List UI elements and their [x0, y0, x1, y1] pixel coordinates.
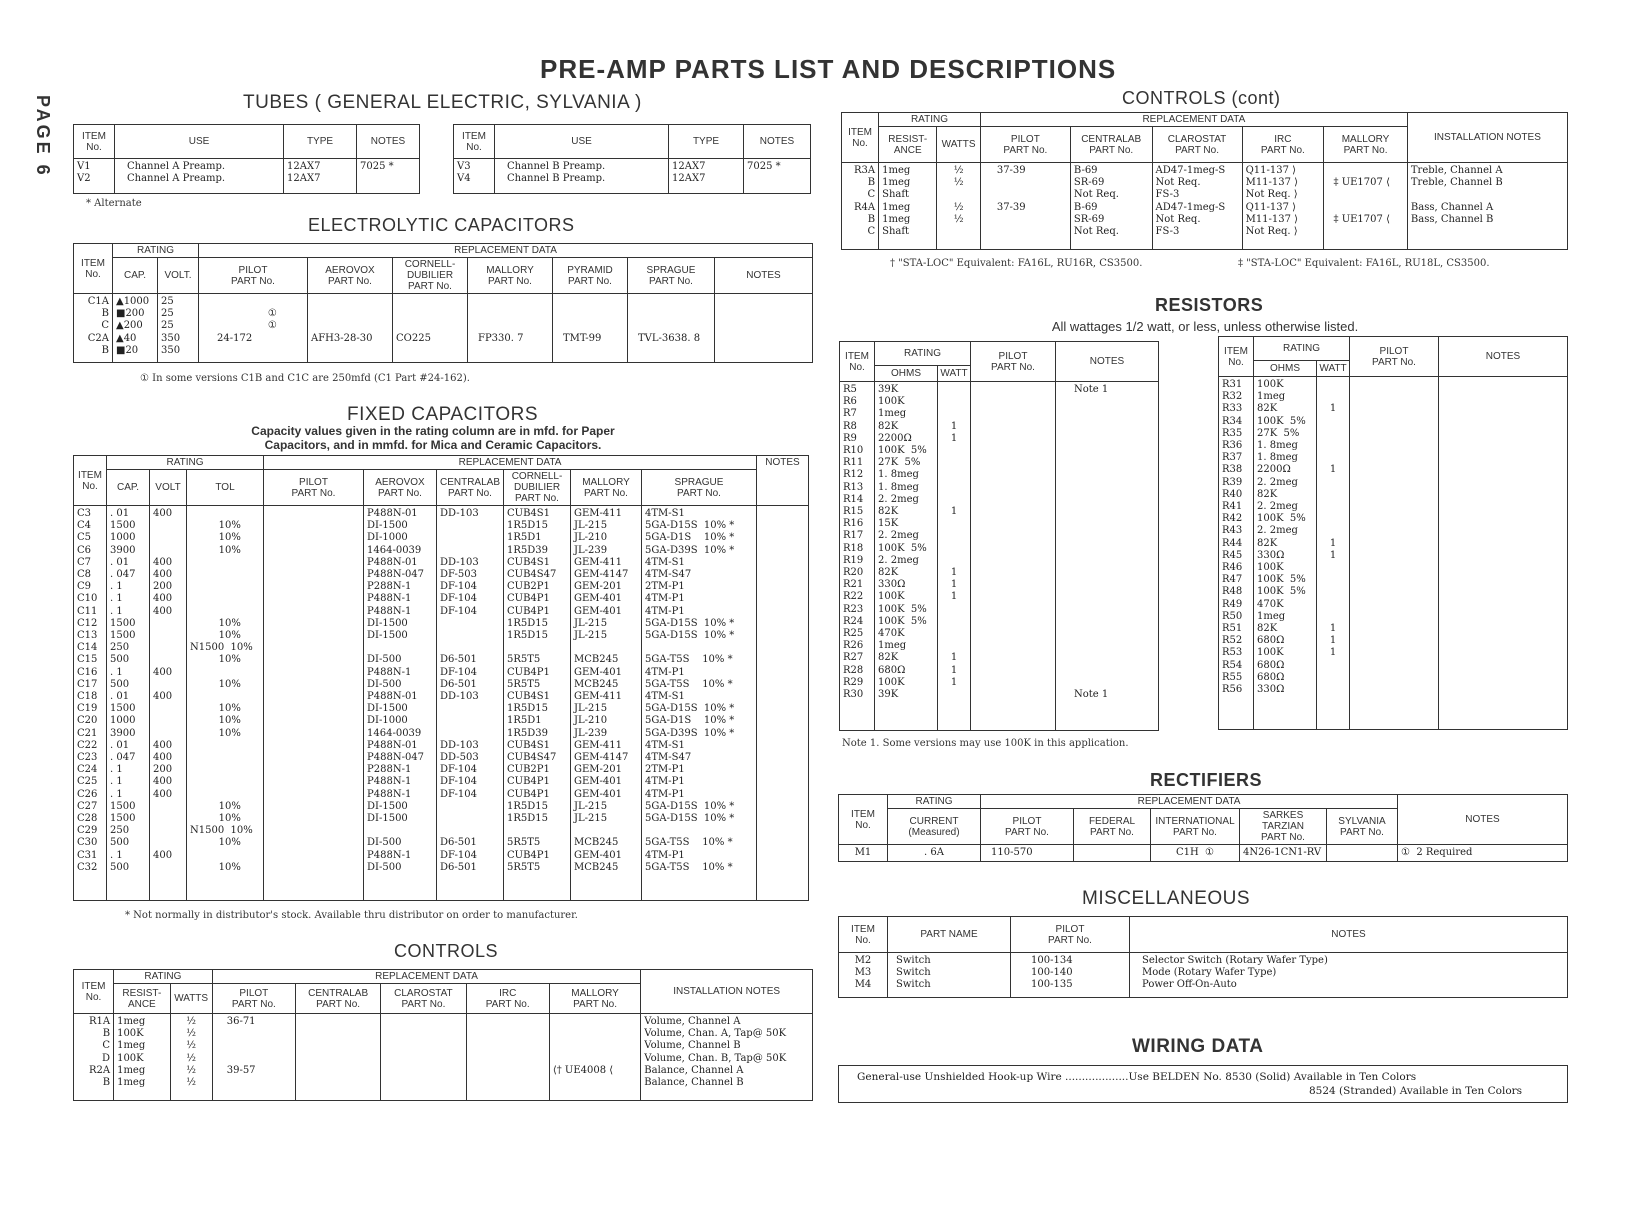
wiring-title: WIRING DATA — [1132, 1036, 1264, 1057]
tubes-notes: 7025 * — [744, 159, 811, 194]
col-sarkes: 4N26-1CN1-RV — [1240, 845, 1327, 862]
header-use: USE — [495, 125, 669, 159]
col-pilot — [1350, 377, 1439, 730]
header-ohms: OHMS — [1254, 361, 1317, 377]
header-mallory: MALLORY PART No. — [468, 258, 553, 294]
header-centralab: CENTRALAB PART No. — [295, 984, 380, 1014]
col-mallory: GEM-411 JL-215 JL-210 JL-239 GEM-411 GEM-4147 GEM-201 GEM-401 GEM-401 JL-215 JL-215 MCB245 GEM-401 MCB245 GEM-411 JL-215 JL-210 JL-239 GEM-411 GEM-4147 GEM-201 GEM-401 GEM-401 JL-215 JL-215 MCB245 GEM-401 MCB245 — [571, 506, 642, 901]
col-pilot: 37-39 37-39 — [980, 163, 1070, 250]
col-intl: C1H ① — [1151, 845, 1240, 862]
col-notes: Selector Switch (Rotary Wafer Type) Mode (Rotary Wafer Type) Power Off-On-Auto — [1130, 953, 1568, 998]
controls-cont-footnote-1: † "STA-LOC" Equivalent: FA16L, RU16R, CS3500. — [890, 258, 1143, 269]
header-install: INSTALLATION NOTES — [1407, 113, 1567, 163]
header-intl: INTERNATIONAL PART No. — [1151, 809, 1240, 845]
tubes-use: Channel A Preamp. Channel A Preamp. — [115, 159, 284, 194]
tubes-table-right — [453, 124, 811, 194]
electrolytic-title: ELECTROLYTIC CAPACITORS — [308, 215, 575, 235]
header-notes: NOTES — [1439, 337, 1568, 377]
controls-cont-footnote-2: ‡ "STA-LOC" Equivalent: FA16L, RU18L, CS3500. — [1238, 258, 1490, 269]
header-item: ITEM No. — [74, 456, 107, 506]
header-resist: RESIST- ANCE — [879, 127, 937, 163]
col-pilot — [264, 506, 364, 901]
col-notes: Note 1 Note 1 — [1056, 382, 1159, 731]
header-type: TYPE — [669, 125, 744, 159]
tubes-type: 12AX7 12AX7 — [669, 159, 744, 194]
col-federal — [1074, 845, 1151, 862]
col-irc — [466, 1014, 549, 1101]
header-rating: RATING — [114, 970, 213, 984]
main-title: PRE-AMP PARTS LIST AND DESCRIPTIONS — [540, 54, 1117, 84]
col-irc: Q11-137 ⟩ M11-137 ⟩ Not Req. ⟩ Q11-137 ⟩ M11-137 ⟩ Not Req. ⟩ — [1242, 163, 1324, 250]
header-rating: RATING — [875, 342, 971, 366]
col-watt: 1 1 1 1 1 1 1 1 1 — [938, 382, 971, 731]
header-sylvania: SYLVANIA PART No. — [1327, 809, 1398, 845]
header-type: TYPE — [284, 125, 357, 159]
header-item: ITEM No. — [839, 795, 888, 845]
tubes-title: TUBES ( GENERAL ELECTRIC, SYLVANIA ) — [243, 92, 642, 113]
col-centralab: DD-103 DD-103 DF-503 DF-104 DF-104 DF-104 D6-501 DF-104 D6-501 DD-103 DD-103 DD-503 DF-104 DF-104 DF-104 D6-501 DF-104 D6-501 — [437, 506, 504, 901]
header-notes: NOTES — [357, 125, 420, 159]
header-notes: NOTES — [757, 456, 809, 506]
header-replacement: REPLACEMENT DATA — [980, 113, 1407, 127]
col-cornell: CO225 — [393, 294, 468, 363]
header-notes: NOTES — [1056, 342, 1159, 382]
header-notes: NOTES — [1398, 795, 1568, 845]
header-current: CURRENT (Measured) — [888, 809, 981, 845]
header-ohms: OHMS — [875, 366, 938, 382]
resistors-table-right — [1218, 336, 1568, 730]
col-notes: ① 2 Required — [1398, 845, 1568, 862]
header-watt: WATT — [1317, 361, 1350, 377]
col-install: Volume, Channel A Volume, Chan. A, Tap@ 50K Volume, Channel B Volume, Chan. B, Tap@ 50K Balance, Channel A Balance, Channel B — [641, 1014, 813, 1101]
electrolytic-table — [73, 243, 813, 363]
col-item: R3A B C R4A B C — [842, 163, 879, 250]
controls-title: CONTROLS — [394, 941, 499, 961]
header-part: PART NAME — [888, 917, 1011, 953]
header-sprague: SPRAGUE PART No. — [642, 470, 757, 506]
col-notes — [715, 294, 813, 363]
header-tol: TOL — [187, 470, 264, 506]
col-mallory: FP330. 7 — [468, 294, 553, 363]
header-pilot: PILOT PART No. — [199, 258, 308, 294]
header-watts: WATTS — [170, 984, 212, 1014]
col-mallory: ‡ UE1707 ⟨ ‡ UE1707 ⟨ — [1324, 163, 1408, 250]
fixed-title: FIXED CAPACITORS — [347, 404, 538, 425]
header-cornell: CORNELL- DUBILIER PART No. — [393, 258, 468, 294]
electrolytic-footnote: ① In some versions C1B and C1C are 250mfd (C1 Part #24-162). — [140, 373, 470, 384]
header-centralab: CENTRALAB PART No. — [437, 470, 504, 506]
col-cap: ▲1000 ■200 ▲200 ▲40 ■20 — [113, 294, 158, 363]
fixed-table — [73, 455, 809, 901]
misc-title: MISCELLANEOUS — [1082, 888, 1251, 909]
header-pilot: PILOT PART No. — [212, 984, 295, 1014]
header-notes: NOTES — [715, 258, 813, 294]
header-federal: FEDERAL PART No. — [1074, 809, 1151, 845]
header-pilot: PILOT PART No. — [980, 127, 1070, 163]
header-clarostat: CLAROSTAT PART No. — [1152, 127, 1242, 163]
header-item: ITEM No. — [839, 917, 888, 953]
col-item: R5 R6 R7 R8 R9 R10 R11 R12 R13 R14 R15 R16 R17 R18 R19 R20 R21 R22 R23 R24 R25 R26 R27 R28 R29 R30 — [840, 382, 875, 731]
header-irc: IRC PART No. — [466, 984, 549, 1014]
header-notes: NOTES — [744, 125, 811, 159]
controls-table — [73, 969, 813, 1101]
col-resist: 1meg 100K 1meg 100K 1meg 1meg — [114, 1014, 171, 1101]
col-clarostat — [381, 1014, 466, 1101]
header-resist: RESIST- ANCE — [114, 984, 171, 1014]
col-pilot: 100-134 100-140 100-135 — [1011, 953, 1130, 998]
col-current: . 6A — [888, 845, 981, 862]
tubes-footnote: * Alternate — [86, 198, 142, 209]
header-aerovox: AEROVOX PART No. — [308, 258, 393, 294]
header-cap: CAP. — [113, 258, 158, 294]
header-pilot: PILOT PART No. — [981, 809, 1074, 845]
controls-cont-title: CONTROLS (cont) — [1122, 88, 1281, 108]
col-notes — [757, 506, 809, 901]
misc-table — [838, 916, 1568, 998]
col-pilot — [971, 382, 1056, 731]
header-mallory: MALLORY PART No. — [549, 984, 640, 1014]
header-pyramid: PYRAMID PART No. — [553, 258, 628, 294]
header-rating: RATING — [107, 456, 264, 470]
header-volt: VOLT — [150, 470, 187, 506]
tubes-item: V3 V4 — [454, 159, 495, 194]
header-item: ITEM No. — [74, 244, 113, 294]
col-pilot: ① ① 24-172 — [199, 294, 308, 363]
col-cornell: CUB4S1 1R5D15 1R5D1 1R5D39 CUB4S1 CUB4S47 CUB2P1 CUB4P1 CUB4P1 1R5D15 1R5D15 5R5T5 CUB4P1 5R5T5 CUB4S1 1R5D15 1R5D1 1R5D39 CUB4S1 CUB4S47 CUB2P1 CUB4P1 CUB4P1 1R5D15 1R5D15 5R5T5 CUB4P1 5R5T5 — [504, 506, 571, 901]
col-ohms: 100K 1meg 82K 100K 5% 27K 5% 1. 8meg 1. 8meg 2200Ω 2. 2meg 82K 2. 2meg 100K 5% 2. 2meg 82K 330Ω 100K 100K 5% 100K 5% 470K 1meg 82K 680Ω 100K 680Ω 680Ω 330Ω — [1254, 377, 1317, 730]
header-item: ITEM No. — [1219, 337, 1254, 377]
tubes-type: 12AX7 12AX7 — [284, 159, 357, 194]
fixed-subtitle: Capacity values given in the rating column are in mfd. for Paper Capacitors, and in mmfd. for Mica and Ceramic Capacitors. — [251, 424, 615, 452]
col-pilot: 36-71 39-57 — [212, 1014, 295, 1101]
col-volt: 25 25 25 350 350 — [158, 294, 199, 363]
resistors-subtitle: All wattages 1/2 watt, or less, unless otherwise listed. — [1051, 319, 1359, 334]
wiring-box — [838, 1065, 1568, 1103]
col-resist: 1meg 1meg Shaft 1meg 1meg Shaft — [879, 163, 937, 250]
header-install: INSTALLATION NOTES — [641, 970, 813, 1014]
rectifiers-table — [838, 794, 1568, 862]
header-mallory: MALLORY PART No. — [571, 470, 642, 506]
col-item: M1 — [839, 845, 888, 862]
header-use: USE — [115, 125, 284, 159]
header-rating: RATING — [879, 113, 981, 127]
header-item: ITEM No. — [842, 113, 879, 163]
header-replacement: REPLACEMENT DATA — [199, 244, 813, 258]
col-centralab: B-69 SR-69 Not Req. B-69 SR-69 Not Req. — [1070, 163, 1152, 250]
wiring-line-1: General-use Unshielded Hook-up Wire ...................Use BELDEN No. 8530 (Solid) Available in Ten Colors — [857, 1071, 1417, 1083]
col-sprague: 4TM-S1 5GA-D15S 10% * 5GA-D1S 10% * 5GA-D39S 10% * 4TM-S1 4TM-S47 2TM-P1 4TM-P1 4TM-P1 5GA-D15S 10% * 5GA-D15S 10% * 5GA-T5S 10% * 4TM-P1 5GA-T5S 10% * 4TM-S1 5GA-D15S 10% * 5GA-D1S 10% * 5GA-D39S 10% * 4TM-S1 4TM-S47 2TM-P1 4TM-P1 4TM-P1 5GA-D15S 10% * 5GA-D15S 10% * 5GA-T5S 10% * 4TM-P1 5GA-T5S 10% * — [642, 506, 757, 901]
page-label: PAGE 6 — [33, 95, 53, 178]
col-mallory: ⟨† UE4008 ⟨ — [549, 1014, 640, 1101]
col-aerovox: AFH3-28-30 — [308, 294, 393, 363]
header-rating: RATING — [113, 244, 199, 258]
col-volt: 400 400 400 200 400 400 400 400 400 400 200 400 400 400 — [150, 506, 187, 901]
col-sylvania — [1327, 845, 1398, 862]
col-part: Switch Switch Switch — [888, 953, 1011, 998]
col-item: C1A B C C2A B — [74, 294, 113, 363]
header-clarostat: CLAROSTAT PART No. — [381, 984, 466, 1014]
header-item: ITEM No. — [74, 970, 114, 1014]
header-mallory: MALLORY PART No. — [1324, 127, 1408, 163]
col-aerovox: P488N-01 DI-1500 DI-1000 1464-0039 P488N-01 P488N-047 P288N-1 P488N-1 P488N-1 DI-1500 DI-1500 DI-500 P488N-1 DI-500 P488N-01 DI-1500 DI-1000 1464-0039 P488N-01 P488N-047 P288N-1 P488N-1 P488N-1 DI-1500 DI-1500 DI-500 P488N-1 DI-500 — [364, 506, 437, 901]
tubes-item: V1 V2 — [74, 159, 115, 194]
resistors-title: RESISTORS — [1155, 295, 1264, 315]
header-sarkes: SARKES TARZIAN PART No. — [1240, 809, 1327, 845]
col-pilot: 110-570 — [981, 845, 1074, 862]
col-watt: 1 1 1 1 1 1 1 — [1317, 377, 1350, 730]
header-replacement: REPLACEMENT DATA — [264, 456, 757, 470]
resistors-footnote: Note 1. Some versions may use 100K in this application. — [842, 738, 1129, 749]
col-notes — [1439, 377, 1568, 730]
col-item: R1A B C D R2A B — [74, 1014, 114, 1101]
col-item: R31 R32 R33 R34 R35 R36 R37 R38 R39 R40 R41 R42 R43 R44 R45 R46 R47 R48 R49 R50 R51 R52 R53 R54 R55 R56 — [1219, 377, 1254, 730]
wiring-line-2: 8524 (Stranded) Available in Ten Colors — [1309, 1085, 1523, 1097]
header-pilot: PILOT PART No. — [971, 342, 1056, 382]
header-watt: WATT — [938, 366, 971, 382]
header-item: ITEM No. — [454, 125, 495, 159]
header-cap: CAP. — [107, 470, 150, 506]
controls-cont-table — [841, 112, 1568, 250]
col-watts: ½ ½ ½ ½ — [937, 163, 980, 250]
header-rating: RATING — [1254, 337, 1350, 361]
col-install: Treble, Channel A Treble, Channel B Bass, Channel A Bass, Channel B — [1407, 163, 1567, 250]
col-watts: ½ ½ ½ ½ ½ ½ — [170, 1014, 212, 1101]
col-sprague: TVL-3638. 8 — [628, 294, 715, 363]
header-pilot: PILOT PART No. — [1011, 917, 1130, 953]
header-volt: VOLT. — [158, 258, 199, 294]
fixed-footnote: * Not normally in distributor's stock. Available thru distributor on order to manufacturer. — [125, 910, 578, 921]
header-cornell: CORNELL- DUBILIER PART No. — [504, 470, 571, 506]
col-ohms: 39K 100K 1meg 82K 2200Ω 100K 5% 27K 5% 1. 8meg 1. 8meg 2. 2meg 82K 15K 2. 2meg 100K 5% 2. 2meg 82K 330Ω 100K 100K 5% 100K 5% 470K 1meg 82K 680Ω 100K 39K — [875, 382, 938, 731]
col-item: C3 C4 C5 C6 C7 C8 C9 C10 C11 C12 C13 C14 C15 C16 C17 C18 C19 C20 C21 C22 C23 C24 C25 C26 C27 C28 C29 C30 C31 C32 — [74, 506, 107, 901]
header-replacement: REPLACEMENT DATA — [981, 795, 1398, 809]
header-aerovox: AEROVOX PART No. — [364, 470, 437, 506]
header-item: ITEM No. — [840, 342, 875, 382]
col-centralab — [295, 1014, 380, 1101]
header-irc: IRC PART No. — [1242, 127, 1324, 163]
col-pyramid: TMT-99 — [553, 294, 628, 363]
header-pilot: PILOT PART No. — [264, 470, 364, 506]
col-cap: . 01 1500 1000 3900 . 01 . 047 . 1 . 1 . 1 1500 1500 250 500 . 1 500 . 01 1500 1000 3900 . 01 . 047 . 1 . 1 . 1 1500 1500 250 500 . 1 500 — [107, 506, 150, 901]
header-rating: RATING — [888, 795, 981, 809]
col-clarostat: AD47-1meg-S Not Req. FS-3 AD47-1meg-S Not Req. FS-3 — [1152, 163, 1242, 250]
header-item: ITEM No. — [74, 125, 115, 159]
header-replacement: REPLACEMENT DATA — [212, 970, 641, 984]
col-tol: 10% 10% 10% 10% 10% N1500 10% 10% 10% 10% 10% 10% 10% 10% N1500 10% 10% 10% — [187, 506, 264, 901]
header-pilot: PILOT PART No. — [1350, 337, 1439, 377]
tubes-table-left — [73, 124, 420, 194]
resistors-table-left — [839, 341, 1159, 731]
col-item: M2 M3 M4 — [839, 953, 888, 998]
header-sprague: SPRAGUE PART No. — [628, 258, 715, 294]
header-centralab: CENTRALAB PART No. — [1070, 127, 1152, 163]
tubes-notes: 7025 * — [357, 159, 420, 194]
tubes-use: Channel B Preamp. Channel B Preamp. — [495, 159, 669, 194]
rectifiers-title: RECTIFIERS — [1150, 770, 1263, 790]
header-watts: WATTS — [937, 127, 980, 163]
header-notes: NOTES — [1130, 917, 1568, 953]
